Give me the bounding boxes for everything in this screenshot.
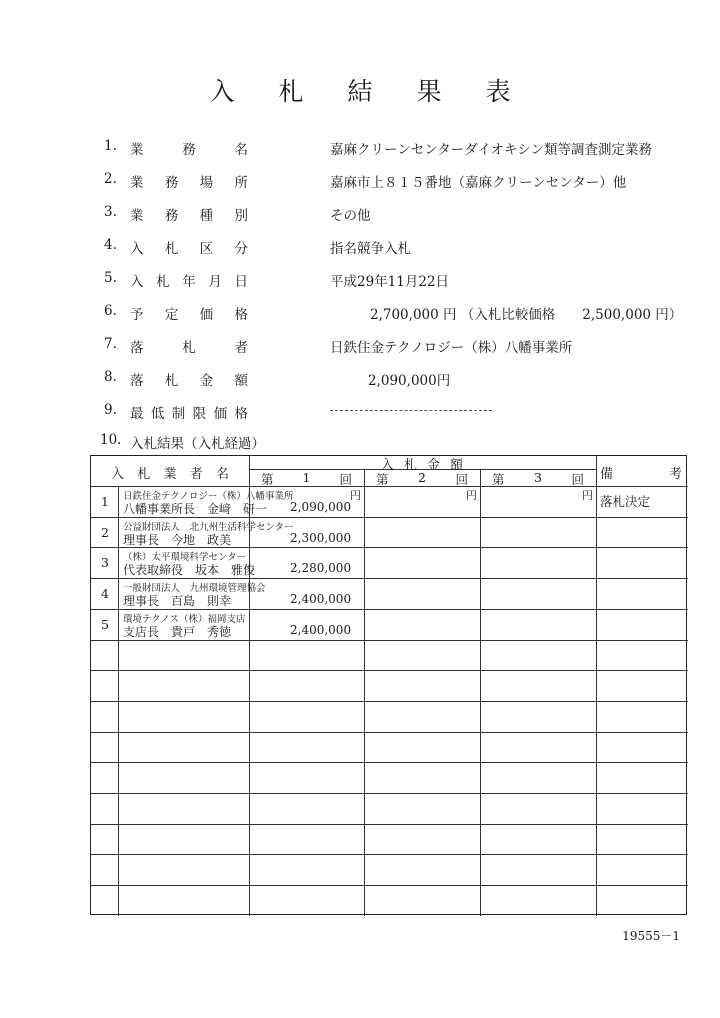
item-value: その他 — [330, 208, 371, 224]
item-label: 入札結果（入札経過） — [130, 436, 265, 452]
bidder-line-1: 公益財団法人 北九州生活科学センター — [123, 521, 294, 533]
item-number: 4. — [104, 237, 117, 253]
item-value: 平成29年11月22日 — [330, 274, 450, 290]
bidder-line-2: 支店長 貴戸 秀徳 — [123, 624, 232, 639]
round-char: 第 — [261, 472, 274, 487]
yen-unit: 円 — [582, 489, 593, 502]
blank-value-line — [330, 410, 492, 411]
header-round-1 — [261, 470, 352, 488]
row-number: 5 — [101, 616, 109, 632]
item-label-char: 種 — [199, 208, 214, 224]
item-number: 5. — [104, 270, 117, 286]
item-value: 嘉麻クリーンセンターダイオキシン類等調査測定業務 — [330, 142, 653, 158]
item-label-char: 者 — [234, 340, 248, 356]
title-char: 入 — [209, 77, 279, 106]
title-char: 札 — [278, 77, 348, 106]
item-value: 日鉄住金テクノロジー（株）八幡事業所 — [330, 340, 573, 356]
bidder-line-1: 環境テクノス（株）福岡支店 — [123, 613, 246, 625]
item-label-char: 名 — [234, 142, 248, 158]
item-label-char: 日 — [234, 274, 248, 290]
item-label-char: 定 — [164, 307, 179, 323]
header-char: 札 — [403, 458, 417, 473]
table-hline — [91, 824, 688, 825]
row-number: 1 — [101, 494, 109, 509]
row-number: 3 — [101, 555, 109, 571]
row-number: 4 — [101, 586, 109, 602]
header-char: 札 — [137, 467, 151, 482]
yen-unit: 円 — [350, 489, 361, 502]
title-char: 果 — [416, 77, 486, 106]
item-label-char: 務 — [164, 175, 179, 191]
bidder-line-1: 一般財団法人 九州環境管理協会 — [123, 583, 266, 595]
round-char: 3 — [534, 470, 542, 485]
item-number: 2. — [104, 171, 117, 187]
item-label-char: 予 — [130, 307, 144, 323]
item-label-char: 制 — [171, 406, 186, 422]
item-value: 2,700,000 円 （入札比較価格 2,500,000 円） — [370, 307, 683, 323]
item-label — [130, 138, 248, 158]
bid-result-table — [90, 455, 687, 915]
item-label-char: 月 — [208, 274, 222, 290]
item-number: 9. — [104, 402, 117, 418]
item-label — [130, 402, 248, 422]
bidder-line-1: （株）太平環境科学センター — [123, 552, 247, 564]
item-number: 10. — [100, 432, 122, 448]
item-label-char: 務 — [182, 142, 196, 158]
table-hline — [91, 701, 688, 702]
bidder-line-1: 日鉄住金テクノロジー（株）八幡事業所 — [123, 491, 294, 502]
item-number: 3. — [104, 204, 117, 220]
header-char: 考 — [668, 467, 682, 482]
item-label-char: 格 — [234, 406, 248, 422]
item-label-char: 最 — [130, 406, 144, 422]
table-hline — [91, 793, 688, 794]
item-label-char: 格 — [234, 307, 248, 323]
table-hline — [91, 732, 688, 733]
header-bidder-name — [111, 463, 229, 482]
header-char: 入 — [111, 467, 125, 482]
bid-amount-round-1: 2,280,000 — [290, 561, 352, 576]
remarks-text: 落札決定 — [600, 494, 651, 509]
table-hline — [91, 885, 688, 886]
header-char: 額 — [449, 458, 463, 473]
item-label-char: 年 — [182, 274, 196, 290]
item-number: 1. — [104, 138, 117, 154]
item-label-char: 場 — [199, 175, 214, 191]
item-label-char: 別 — [234, 208, 248, 224]
header-remarks — [600, 463, 682, 482]
bid-amount-round-1: 2,400,000 — [290, 622, 352, 637]
item-label-char: 落 — [130, 373, 144, 389]
item-label-char: 所 — [234, 175, 248, 191]
bid-amount-round-1: 2,400,000 — [290, 592, 352, 607]
item-number: 7. — [104, 336, 117, 352]
item-label-char: 札 — [164, 373, 179, 389]
item-label — [130, 303, 248, 323]
yen-unit: 円 — [466, 489, 477, 502]
item-label — [130, 171, 248, 191]
table-hline — [91, 670, 688, 671]
bid-amount-round-1: 2,090,000 — [290, 500, 352, 514]
item-label — [130, 270, 248, 290]
header-char: 金 — [426, 458, 440, 473]
header-round-3 — [492, 470, 584, 488]
item-label-char: 業 — [130, 208, 144, 224]
header-round-2 — [376, 470, 468, 488]
header-char: 者 — [189, 467, 203, 482]
header-char: 入 — [381, 458, 395, 473]
item-value: 指名競争入札 — [330, 241, 411, 257]
header-char: 備 — [600, 467, 614, 482]
table-vline — [596, 456, 597, 916]
item-label-char: 価 — [213, 406, 228, 422]
table-vline — [480, 469, 481, 916]
item-label-char: 低 — [150, 406, 165, 422]
item-label-char: 区 — [199, 241, 214, 257]
item-label-char: 額 — [234, 373, 248, 389]
header-char: 名 — [215, 467, 229, 482]
item-label-char: 札 — [156, 274, 170, 290]
title-char: 結 — [347, 77, 417, 106]
item-label-char: 金 — [199, 373, 214, 389]
item-value: 嘉麻市上８１５番地（嘉麻クリーンセンター）他 — [330, 175, 627, 191]
bidder-line-2: 代表取締役 坂本 雅俊 — [123, 563, 256, 578]
table-vline — [118, 486, 119, 916]
item-label-char: 札 — [164, 241, 179, 257]
item-label-char: 入 — [130, 274, 144, 290]
item-label-char: 限 — [192, 406, 207, 422]
item-label-char: 業 — [130, 142, 144, 158]
title-char: 表 — [485, 77, 555, 106]
item-label-char: 業 — [130, 175, 144, 191]
bid-amount-round-1: 2,300,000 — [290, 530, 352, 545]
table-hline — [91, 762, 688, 763]
table-vline — [364, 469, 365, 916]
round-char: 2 — [418, 470, 426, 485]
round-char: 第 — [376, 472, 389, 487]
item-label-char: 務 — [164, 208, 179, 224]
page-title — [0, 72, 720, 108]
item-number: 8. — [104, 369, 117, 385]
item-label — [130, 369, 248, 389]
row-number: 2 — [101, 524, 109, 540]
item-label-char: 札 — [182, 340, 196, 356]
table-hline — [91, 854, 688, 855]
item-number: 6. — [104, 303, 117, 319]
item-label — [130, 237, 248, 257]
bidder-line-2: 理事長 今地 政美 — [123, 532, 232, 547]
item-label — [130, 204, 248, 224]
bidder-line-2: 八幡事業所長 金﨑 研一 — [123, 502, 268, 516]
header-char: 業 — [163, 467, 177, 482]
item-label-char: 価 — [199, 307, 214, 323]
round-char: 回 — [455, 472, 468, 487]
round-char: 回 — [571, 472, 584, 487]
item-label — [130, 336, 248, 356]
round-char: 回 — [339, 472, 352, 487]
round-char: 第 — [492, 472, 505, 487]
item-label-char: 入 — [130, 241, 144, 257]
item-label-char: 落 — [130, 340, 144, 356]
page-number: 19555－1 — [622, 929, 680, 943]
bidder-line-2: 理事長 百島 則幸 — [123, 594, 232, 609]
item-label-char: 分 — [234, 241, 248, 257]
round-char: 1 — [302, 470, 311, 485]
item-value: 2,090,000円 — [368, 373, 451, 389]
